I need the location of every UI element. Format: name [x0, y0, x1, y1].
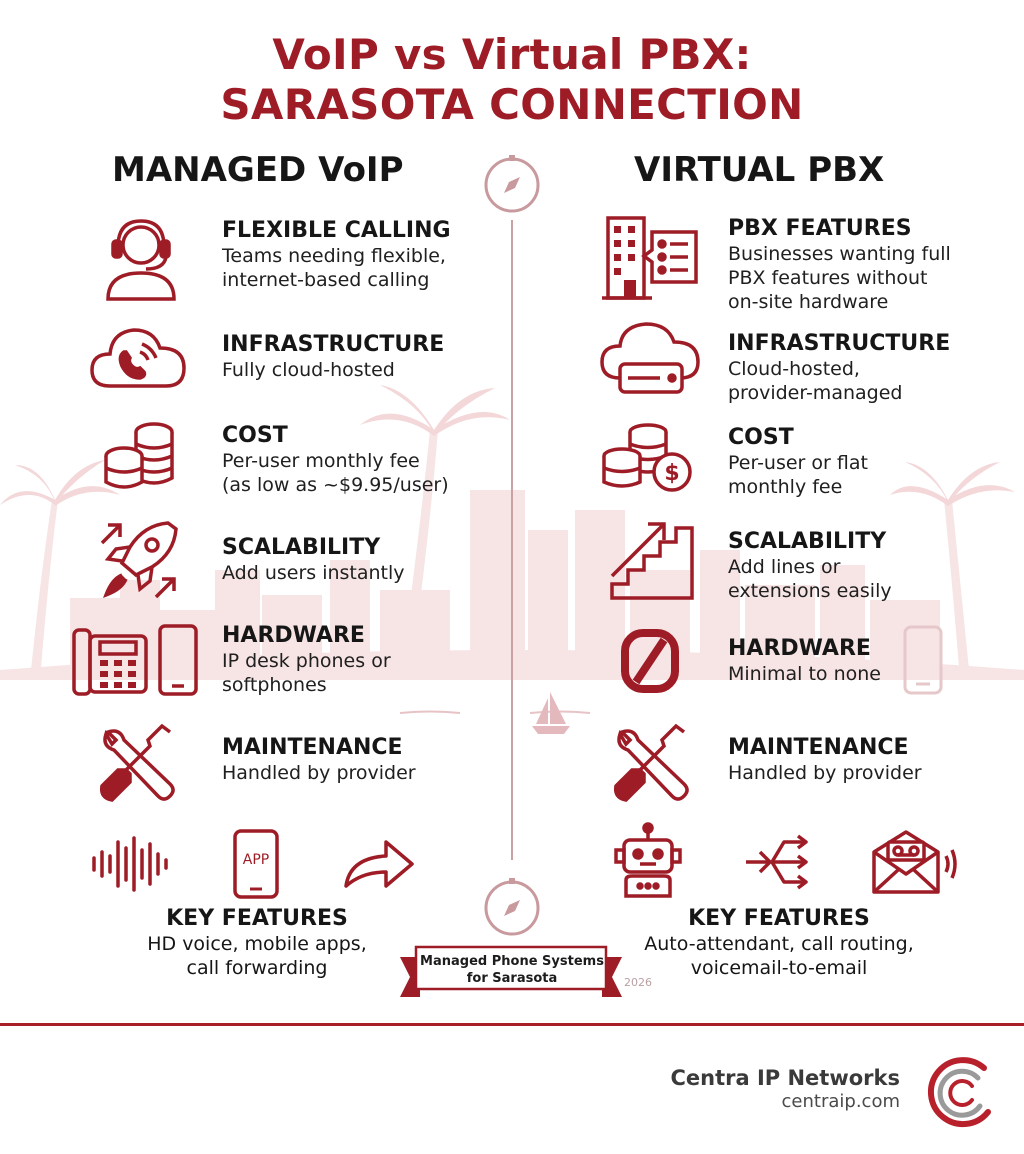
row-desc: Teams needing flexible, [222, 245, 446, 267]
call-forward-arrow-icon [342, 838, 416, 890]
compass-icon [482, 878, 542, 938]
headset-agent-icon [100, 215, 182, 301]
row-desc: IP desk phones or [222, 650, 391, 672]
left-row-maintenance [222, 735, 416, 785]
row-title: INFRASTRUCTURE [728, 331, 951, 356]
voicemail-envelope-icon [870, 828, 960, 896]
row-desc: Fully cloud-hosted [222, 359, 395, 381]
tools-icon [96, 722, 180, 806]
brand-url[interactable]: centraip.com [781, 1091, 900, 1112]
row-desc: Handled by provider [728, 762, 922, 784]
row-title: SCALABILITY [728, 529, 887, 554]
desk-phone-icon [70, 622, 200, 698]
svg-text:$: $ [664, 461, 680, 486]
right-row-infrastructure [728, 331, 950, 405]
row-desc: Minimal to none [728, 663, 881, 685]
tools-icon [610, 722, 694, 806]
brand-name: Centra IP Networks [670, 1066, 900, 1090]
cloud-phone-icon [88, 322, 188, 392]
key-features-title: KEY FEATURES [166, 906, 348, 931]
brand-logo-icon [922, 1052, 1002, 1132]
row-desc: extensions easily [728, 580, 892, 602]
right-row-maintenance [728, 735, 922, 785]
right-row-scalability [728, 529, 892, 603]
row-title: HARDWARE [728, 636, 871, 661]
left-column-heading: MANAGED VoIP [112, 150, 404, 190]
faded-mobile-icon [902, 624, 944, 696]
row-desc: Businesses wanting full [728, 243, 951, 265]
cloud-server-icon [598, 320, 704, 396]
left-row-flexible-calling [222, 218, 451, 292]
left-key-features [112, 906, 402, 980]
call-routing-icon [742, 832, 814, 892]
coins-dollar-icon [600, 420, 692, 496]
row-title: MAINTENANCE [222, 735, 403, 760]
robot-icon [612, 822, 684, 898]
compass-icon [482, 155, 542, 215]
row-desc: Cloud-hosted, [728, 358, 860, 380]
row-title: COST [222, 423, 288, 448]
rocket-icon [94, 515, 184, 603]
building-list-icon [600, 212, 700, 302]
key-features-desc: call forwarding [186, 957, 328, 979]
row-desc: on-site hardware [728, 291, 889, 313]
row-desc: Per-user monthly fee [222, 450, 420, 472]
left-row-scalability [222, 535, 405, 585]
row-desc: Add lines or [728, 556, 841, 578]
key-features-title: KEY FEATURES [688, 906, 870, 931]
brand-block [670, 1066, 900, 1114]
row-title: HARDWARE [222, 623, 365, 648]
stairs-arrow-icon [606, 518, 696, 602]
row-desc: internet-based calling [222, 269, 430, 291]
left-row-hardware [222, 623, 391, 697]
row-title: COST [728, 425, 794, 450]
right-row-pbx-features [728, 216, 951, 314]
right-row-hardware [728, 636, 881, 686]
center-divider [511, 220, 513, 860]
row-desc: provider-managed [728, 382, 903, 404]
ribbon-text [420, 953, 604, 987]
footer-divider [0, 1023, 1024, 1026]
right-column-heading: VIRTUAL PBX [634, 150, 885, 190]
row-desc: Handled by provider [222, 762, 416, 784]
main-title-line-1: VoIP vs Virtual PBX: [272, 30, 752, 79]
row-title: INFRASTRUCTURE [222, 332, 445, 357]
row-title: PBX FEATURES [728, 216, 912, 241]
main-title-line-2: SARASOTA CONNECTION [220, 80, 804, 129]
left-row-cost [222, 423, 449, 497]
key-features-desc: voicemail-to-email [690, 957, 868, 979]
app-label: APP [242, 852, 270, 868]
row-desc: Add users instantly [222, 562, 405, 584]
row-title: SCALABILITY [222, 535, 381, 560]
no-hardware-icon [620, 628, 680, 694]
right-key-features [634, 906, 924, 980]
row-desc: monthly fee [728, 476, 843, 498]
key-features-desc: Auto-attendant, call routing, [644, 933, 914, 955]
row-title: MAINTENANCE [728, 735, 909, 760]
year-label: 2026 [624, 976, 652, 989]
row-title: FLEXIBLE CALLING [222, 218, 451, 243]
ribbon-line-1: Managed Phone Systems [420, 954, 604, 969]
sound-wave-icon [90, 836, 174, 892]
left-row-infrastructure [222, 332, 444, 382]
right-row-cost [728, 425, 868, 499]
row-desc: (as low as ~$9.95/user) [222, 474, 449, 496]
row-desc: PBX features without [728, 267, 928, 289]
row-desc: softphones [222, 674, 327, 696]
coin-stacks-icon [100, 418, 180, 494]
key-features-desc: HD voice, mobile apps, [147, 933, 367, 955]
ribbon-line-2: for Sarasota [466, 971, 558, 986]
row-desc: Per-user or flat [728, 452, 868, 474]
sailboat-icon [526, 688, 576, 738]
